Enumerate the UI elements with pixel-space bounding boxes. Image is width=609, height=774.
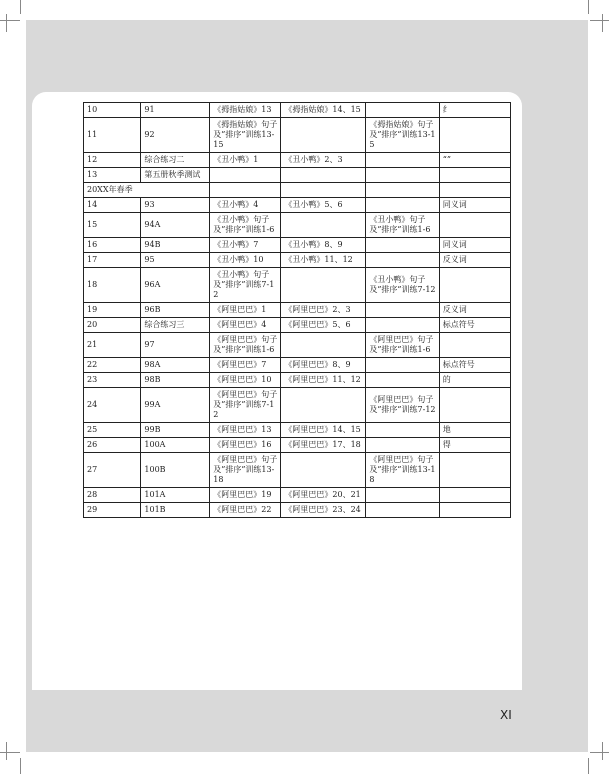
table-cell <box>366 303 439 318</box>
table-cell: 《丑小鸭》句子及”排序”训练7-12 <box>210 268 281 303</box>
table-cell: 《阿里巴巴》1 <box>210 303 281 318</box>
table-cell: 《丑小鸭》7 <box>210 238 281 253</box>
table-row <box>84 503 511 518</box>
table-cell: 同义词 <box>439 238 510 253</box>
crop-mark <box>602 14 603 32</box>
table-cell: 《阿里巴巴》22 <box>210 503 281 518</box>
table-cell: 101A <box>141 488 210 503</box>
table-cell: 《阿里巴巴》句子及”排序”训练7-12 <box>210 388 281 423</box>
table-cell: 《阿里巴巴》4 <box>210 318 281 333</box>
table-cell <box>439 168 510 183</box>
table-cell <box>366 503 439 518</box>
table-cell: 综合练习二 <box>141 153 210 168</box>
table-cell <box>439 453 510 488</box>
table-cell: “” <box>439 153 510 168</box>
table-row <box>84 423 511 438</box>
table-cell: 98B <box>141 373 210 388</box>
table-cell: 20 <box>84 318 141 333</box>
table-row <box>84 198 511 213</box>
table-cell <box>210 183 281 198</box>
table-cell <box>366 238 439 253</box>
table-cell <box>281 168 366 183</box>
table-cell <box>439 118 510 153</box>
right-margin-band <box>522 100 588 700</box>
table-cell: 《阿里巴巴》10 <box>210 373 281 388</box>
table-cell: 《丑小鸭》句子及”排序”训练1-6 <box>366 213 439 238</box>
table-cell <box>439 388 510 423</box>
table-cell: 《阿里巴巴》7 <box>210 358 281 373</box>
table-cell: 《阿里巴巴》23、24 <box>281 503 366 518</box>
table-cell <box>439 503 510 518</box>
table-cell: 《拇指姑娘》13 <box>210 103 281 118</box>
table-cell <box>439 333 510 358</box>
table-cell: 《阿里巴巴》20、21 <box>281 488 366 503</box>
table-row <box>84 253 511 268</box>
table-cell <box>281 333 366 358</box>
table-cell: 27 <box>84 453 141 488</box>
table-cell: 97 <box>141 333 210 358</box>
table-cell <box>366 198 439 213</box>
table-cell <box>366 168 439 183</box>
table-cell: 地 <box>439 423 510 438</box>
table-row <box>84 333 511 358</box>
table-cell: 96A <box>141 268 210 303</box>
table-cell: 《阿里巴巴》5、6 <box>281 318 366 333</box>
table-cell: 《阿里巴巴》句子及”排序”训练13-18 <box>210 453 281 488</box>
table-cell: 10 <box>84 103 141 118</box>
table-cell <box>281 388 366 423</box>
table-cell: 99B <box>141 423 210 438</box>
table-cell: 29 <box>84 503 141 518</box>
table-cell: 《阿里巴巴》8、9 <box>281 358 366 373</box>
table-cell: 《阿里巴巴》句子及”排序”训练1-6 <box>366 333 439 358</box>
table-cell: 同义词 <box>439 198 510 213</box>
table-cell: 《阿里巴巴》19 <box>210 488 281 503</box>
table-cell <box>281 183 366 198</box>
table-cell: 12 <box>84 153 141 168</box>
table-cell: 26 <box>84 438 141 453</box>
table-row <box>84 373 511 388</box>
table-cell: 96B <box>141 303 210 318</box>
table-cell <box>366 358 439 373</box>
table-cell: 《阿里巴巴》句子及”排序”训练7-12 <box>366 388 439 423</box>
table-cell: 22 <box>84 358 141 373</box>
page-number: XI <box>500 708 512 722</box>
table-cell: 《丑小鸭》10 <box>210 253 281 268</box>
schedule-table <box>83 102 511 518</box>
schedule-table-body <box>84 103 511 518</box>
table-cell: 23 <box>84 373 141 388</box>
table-cell: 18 <box>84 268 141 303</box>
table-cell <box>366 153 439 168</box>
table-cell: 《阿里巴巴》句子及”排序”训练13-18 <box>366 453 439 488</box>
table-cell: 《阿里巴巴》2、3 <box>281 303 366 318</box>
section-label: 20XX年春季 <box>84 183 210 198</box>
table-cell <box>439 183 510 198</box>
table-cell <box>439 268 510 303</box>
table-cell: 100B <box>141 453 210 488</box>
table-row <box>84 153 511 168</box>
crop-mark <box>590 20 609 21</box>
crop-mark <box>588 0 589 14</box>
table-cell <box>439 213 510 238</box>
table-cell: 101B <box>141 503 210 518</box>
table-cell: 综合练习三 <box>141 318 210 333</box>
table-cell: 95 <box>141 253 210 268</box>
table-cell: 《丑小鸭》5、6 <box>281 198 366 213</box>
table-row <box>84 303 511 318</box>
table-cell <box>366 183 439 198</box>
crop-mark <box>6 14 7 32</box>
table-cell: 《阿里巴巴》16 <box>210 438 281 453</box>
table-cell: 标点符号 <box>439 318 510 333</box>
table-cell: 21 <box>84 333 141 358</box>
table-cell: 19 <box>84 303 141 318</box>
table-cell <box>366 318 439 333</box>
table-cell: 得 <box>439 438 510 453</box>
table-cell: 反义词 <box>439 303 510 318</box>
table-cell <box>366 423 439 438</box>
table-cell: 《阿里巴巴》14、15 <box>281 423 366 438</box>
table-cell: 《丑小鸭》4 <box>210 198 281 213</box>
table-cell: 17 <box>84 253 141 268</box>
table-cell: 标点符号 <box>439 358 510 373</box>
table-cell <box>366 488 439 503</box>
table-cell: 《丑小鸭》8、9 <box>281 238 366 253</box>
table-row <box>84 268 511 303</box>
table-row <box>84 238 511 253</box>
table-row <box>84 168 511 183</box>
table-cell: 25 <box>84 423 141 438</box>
table-row <box>84 453 511 488</box>
table-row <box>84 388 511 423</box>
table-cell: 15 <box>84 213 141 238</box>
table-row <box>84 438 511 453</box>
table-cell <box>366 253 439 268</box>
table-cell: 纟 <box>439 103 510 118</box>
table-cell <box>210 168 281 183</box>
table-cell: 11 <box>84 118 141 153</box>
table-cell: 99A <box>141 388 210 423</box>
table-cell: 《阿里巴巴》11、12 <box>281 373 366 388</box>
table-row <box>84 103 511 118</box>
table-cell: 《拇指姑娘》句子及”排序”训练13-15 <box>210 118 281 153</box>
table-cell <box>439 488 510 503</box>
crop-mark <box>588 758 589 774</box>
table-cell <box>366 373 439 388</box>
table-cell: 《丑小鸭》1 <box>210 153 281 168</box>
crop-mark <box>0 20 20 21</box>
table-cell <box>281 118 366 153</box>
table-row <box>84 118 511 153</box>
table-cell: 《丑小鸭》句子及”排序”训练1-6 <box>210 213 281 238</box>
table-section-row <box>84 183 511 198</box>
table-cell: 《阿里巴巴》13 <box>210 423 281 438</box>
table-cell: 《拇指姑娘》14、15 <box>281 103 366 118</box>
table-cell: 94A <box>141 213 210 238</box>
table-row <box>84 358 511 373</box>
table-cell <box>366 438 439 453</box>
table-cell: 24 <box>84 388 141 423</box>
crop-mark <box>0 752 20 753</box>
table-cell: 91 <box>141 103 210 118</box>
crop-mark <box>590 752 609 753</box>
crop-mark <box>20 0 21 14</box>
table-cell: 的 <box>439 373 510 388</box>
table-cell: 《拇指姑娘》句子及”排序”训练13-15 <box>366 118 439 153</box>
table-cell <box>281 453 366 488</box>
table-cell: 《丑小鸭》11、12 <box>281 253 366 268</box>
table-cell: 16 <box>84 238 141 253</box>
table-cell <box>366 103 439 118</box>
table-cell: 92 <box>141 118 210 153</box>
table-row <box>84 318 511 333</box>
table-cell <box>281 213 366 238</box>
table-row <box>84 213 511 238</box>
table-cell <box>281 268 366 303</box>
table-cell: 第五册秋季测试 <box>141 168 210 183</box>
table-cell: 100A <box>141 438 210 453</box>
table-cell: 13 <box>84 168 141 183</box>
table-cell: 93 <box>141 198 210 213</box>
crop-mark <box>20 758 21 774</box>
table-cell: 14 <box>84 198 141 213</box>
table-cell: 《阿里巴巴》17、18 <box>281 438 366 453</box>
table-row <box>84 488 511 503</box>
table-cell: 《丑小鸭》句子及”排序”训练7-12 <box>366 268 439 303</box>
table-cell: 94B <box>141 238 210 253</box>
table-cell: 《丑小鸭》2、3 <box>281 153 366 168</box>
crop-mark <box>6 742 7 760</box>
table-cell: 《阿里巴巴》句子及”排序”训练1-6 <box>210 333 281 358</box>
table-cell: 反义词 <box>439 253 510 268</box>
table-cell: 28 <box>84 488 141 503</box>
table-cell: 98A <box>141 358 210 373</box>
crop-mark <box>602 742 603 760</box>
